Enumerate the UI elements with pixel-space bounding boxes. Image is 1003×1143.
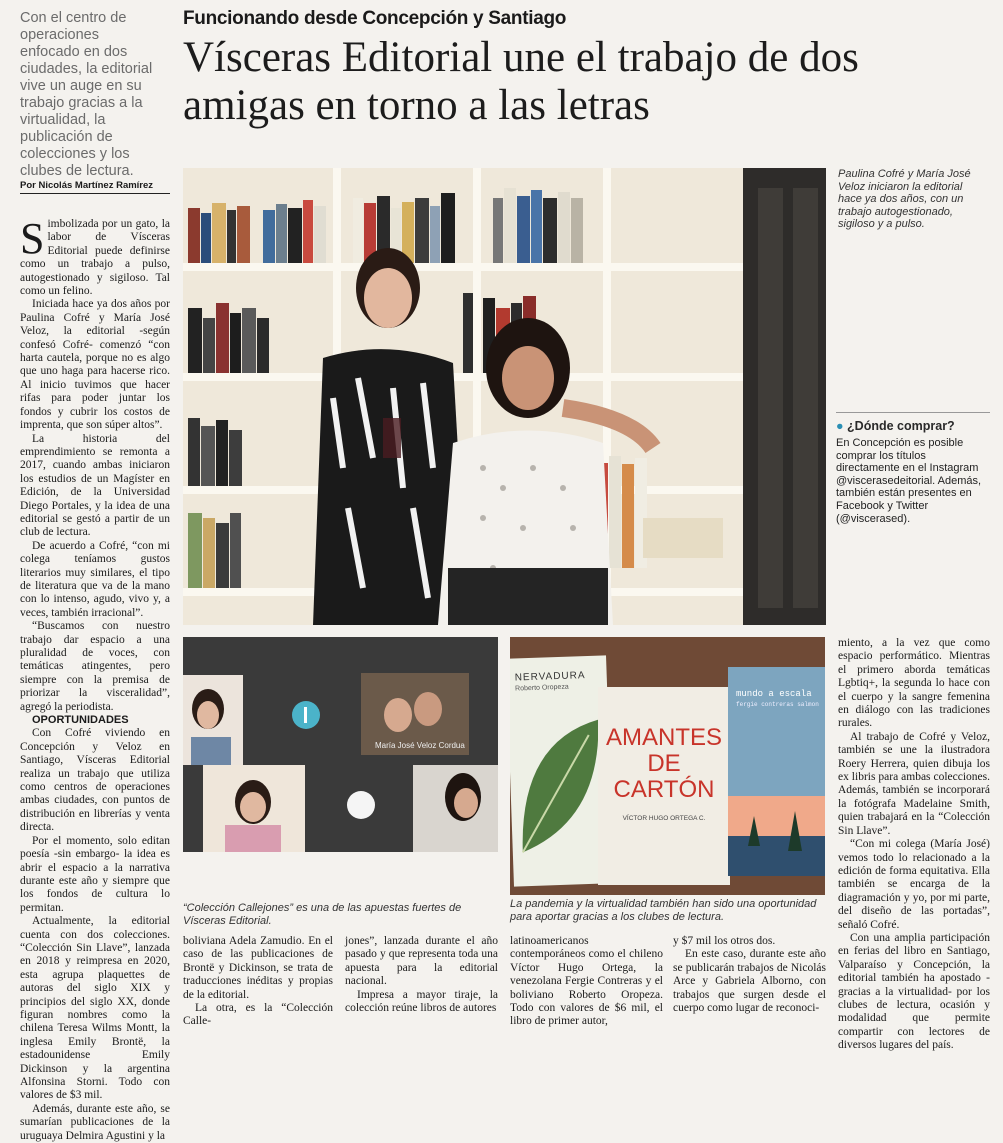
paragraph: latinoamericanos contemporáneos como el chileno Víctor Hugo Ortega, la venezolana Fergie Contreras y el boliviano Roberto Oropeza. Todo con valores de $6 mil, el libro de primer autor, — [510, 935, 663, 1028]
paragraph: La historia del emprendimiento se remonta a 2017, cuando ambas iniciaron los estudios de un Magíster en Edición, de la Universidad Diego Portales, y la idea de una editorial se gestó a partir de un club de lectura. — [20, 432, 170, 539]
box-title-text: ¿Dónde comprar? — [847, 419, 955, 433]
paragraph: boliviana Adela Zamudio. En el caso de las publicaciones de Brontë y Dickinson, se trata de traducciones inéditas y propias de la editorial. — [183, 935, 333, 1001]
where-to-buy-box — [836, 412, 990, 525]
paragraph: Iniciada hace ya dos años por Paulina Cofré y María José Veloz, la editorial -según confesó Cofré- comenzó “con harta cautela, porque no es algo que uno haga para hacerse rico. Al inicio tuvimos que hacer rifas para poder juntar los fondos y cubrir los costos de imprenta, que son súper altos”. — [20, 298, 170, 432]
paragraph: Impresa a mayor tiraje, la colección reúne libros de autores — [345, 988, 498, 1015]
participant-label: María José Veloz Cordua — [375, 741, 465, 750]
main-photo — [183, 168, 826, 625]
paragraph: Además, durante este año, se sumarían publicaciones de la uruguaya Delmira Agustini y la — [20, 1102, 170, 1142]
box-text: En Concepción es posible comprar los títulos directamente en el Instagram @viscerasedeitorial. Además, también están presentes en Facebook y Twitter (@viscerased). — [836, 437, 982, 525]
book-author: Roberto Oropeza — [514, 683, 569, 693]
bullet-icon: ● — [836, 419, 844, 433]
book-title: NERVADURA — [514, 670, 586, 684]
section-subhead: OPORTUNIDADES — [32, 714, 129, 727]
article-kicker: Funcionando desde Concepción y Santiago — [183, 8, 567, 29]
dropcap: S — [20, 214, 45, 263]
book-title: mundo a escala — [736, 689, 812, 699]
book-amantes — [598, 687, 730, 885]
paragraph: y $7 mil los otros dos. — [673, 935, 776, 947]
paragraph: jones”, lanzada durante el año pasado y que representa toda una apuesta para la editorial nacional. — [345, 935, 498, 988]
article-column-5 — [673, 935, 826, 1015]
book-author: fergie contreras salmon — [736, 701, 819, 708]
book-mundo-a-escala — [728, 667, 825, 872]
paragraph: Actualmente, la editorial cuenta con dos colecciones. “Colección Sin Llave”, lanzada en 2018 y reimpresa en 2020, esta agrupa plaquettes de autoras del siglo XIX y principios del siglo XX, donde figuran nombres como la chilena Teresa Wilms Montt, la inglesa Emily Brontë, la estadounidense Emily Dickinson y la argentina Alfonsina Storni. Todo con valores de $3 mil. — [20, 915, 170, 1102]
video-call-caption: “Colección Callejones” es una de las apuestas fuertes de Vísceras Editorial. — [183, 902, 462, 927]
main-photo-caption: Paulina Cofré y María José Veloz iniciaron la editorial hace ya dos años, con un trabajo autogestionado, sigiloso y a pulso. — [838, 168, 971, 231]
lead-summary: Con el centro de operaciones enfocado en dos ciudades, la editorial vive un auge en su trabajo gracias a la virtualidad, la publicación de colecciones y los clubes de lectura. — [20, 10, 153, 179]
paragraph: La otra, es la “Colección Calle- — [183, 1002, 333, 1028]
paragraph: imbolizada por un gato, la labor de Vísceras Editorial puede definirse como un trabajo a pulso, autogestionado y sigiloso. Tal como un felino. — [20, 218, 170, 298]
paragraph: “Buscamos con nuestro trabajo dar espacio a una pluralidad de voces, con temáticas atingentes, pero siempre con la premisa de priorizar la visceralidad”, agregó la periodista. — [20, 620, 170, 713]
paragraph: Por el momento, solo editan poesía -sin embargo- la idea es abrir el espacio a la narrativa durante este año y siempre que los fondos de cultura lo permitan. — [20, 834, 170, 914]
paragraph: “Con mi colega (María José) vemos todo lo relacionado a la edición de forma equitativa. Ella también se encarga de la diagramación y yo, por mi parte, del diseño de las portadas”, señaló Cofré. — [838, 838, 990, 931]
article-column-1 — [20, 214, 170, 1143]
paragraph: En este caso, durante este año se publicarán trabajos de Nicolás Arce y Gabriela Alborno, con trabajos que surgen desde el cuerpo como lugar de reconoci- — [673, 948, 826, 1015]
byline: Por Nicolás Martínez Ramírez — [20, 180, 170, 194]
paragraph: Al trabajo de Cofré y Veloz, también se une la ilustradora Roery Herrera, quien dibuja los ex libris para ambas colecciones. Además, también se incorporará la fotógrafa Madelaine Smith, quien trabajará en la “Colección Sin Llave”. — [838, 730, 990, 837]
paragraph: Con una amplia participación en ferias del libro en Santiago, Valparaíso y Concepción, la editorial también ha apostado -gracias a la virtualidad- por los clubes de lectura, ocasión y modalidad que permite compartir con lectores de diversos lugares del país. — [838, 931, 990, 1052]
box-title — [836, 419, 990, 433]
video-call-photo — [183, 637, 498, 852]
article-column-4 — [510, 935, 663, 1029]
article-headline: Vísceras Editorial une el trabajo de dos amigas en torno a las letras — [183, 34, 859, 129]
book-author: VÍCTOR HUGO ORTEGA C. — [622, 815, 706, 822]
article-column-6 — [838, 637, 990, 1053]
bookshelf-photo — [183, 168, 826, 625]
paragraph: Con Cofré viviendo en Concepción y Veloz en Santiago, Vísceras Editorial realiza un trabajo que utiliza como centros de operaciones ambas ciudades, con puntos de distribución en librerías y venta directa. — [20, 727, 170, 834]
paragraph: miento, a la vez que como espacio performático. Mientras el primero aborda temáticas Lgbtiq+, la segunda lo hace con el cuerpo y la sangre femenina en diálogo con las tradiciones rurales. — [838, 637, 990, 730]
books-photo-caption: La pandemia y la virtualidad también han sido una oportunidad para aportar gracias a los clubes de lectura. — [510, 898, 817, 923]
books-photo — [510, 637, 825, 895]
landscape-illustration — [728, 756, 825, 876]
article-column-2 — [183, 935, 333, 1029]
paragraph: De acuerdo a Cofré, “con mi colega teníamos gustos literarios muy similares, el tipo de literatura que va de la mano con lo intenso, agudo, vivo y, a veces, también irracional”. — [20, 539, 170, 619]
article-column-3 — [345, 935, 498, 1015]
book-title: AMANTES DE CARTÓN — [605, 724, 722, 803]
